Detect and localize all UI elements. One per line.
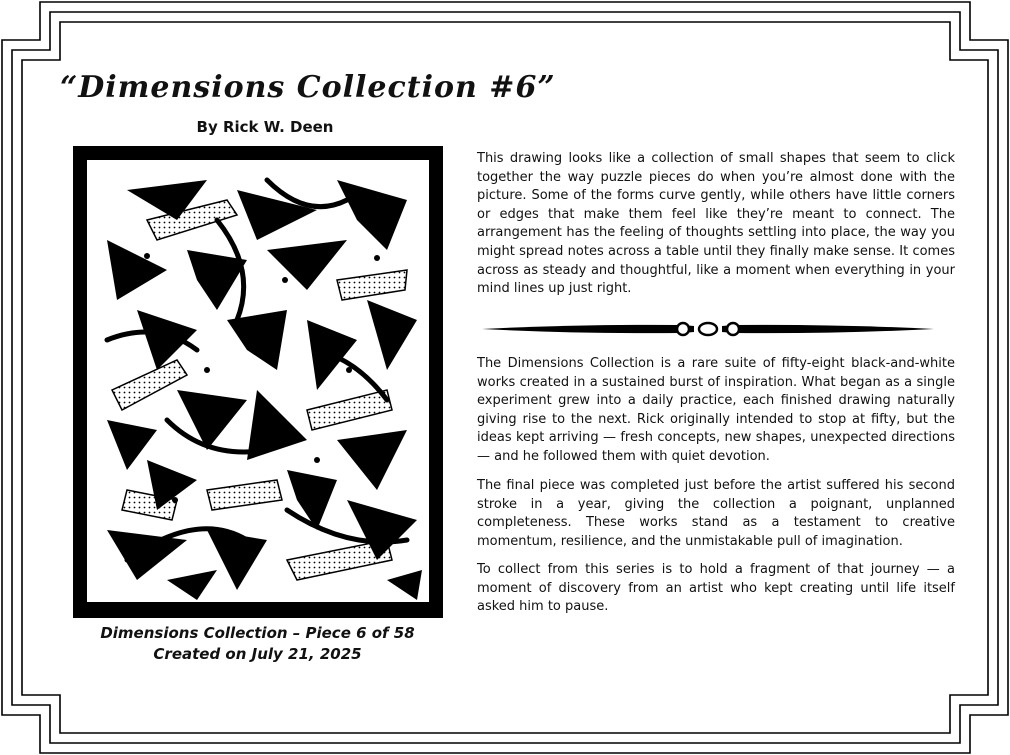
abstract-drawing (87, 160, 429, 602)
caption-piece-number: Dimensions Collection – Piece 6 of 58 (100, 624, 415, 642)
collector-note-paragraph: To collect from this series is to hold a fragment of that journey — a moment of discovery from an artist who kept creating until life itself asked him to pause. (477, 562, 955, 615)
artwork-description-paragraph: This drawing looks like a collection of small shapes that seem to click together the way puzzle pieces do when you’re almost done with the picture. Some of the forms curve gently, while others have little corners or edges that make them feel like they’re meant to connect. The arrangement has the feeling of thoughts settling into place, the way you might spread notes across a table until they finally make sense. It comes across as steady and thoughtful, like a moment when everything in your mind lines up just right. (477, 151, 955, 297)
artwork-image (87, 160, 429, 602)
ornamental-divider (482, 318, 934, 340)
collection-history-paragraph: The Dimensions Collection is a rare suite of fifty-eight black-and-white works created in a sustained burst of inspiration. What began as a single experiment grew into a daily practice, each finished drawing naturally giving rise to the next. Rick originally intended to stop at fifty, but the ideas kept arriving — fresh concepts, new shapes, unexpected directions — and he followed them with quiet devotion. (477, 356, 955, 464)
artwork-frame (73, 146, 443, 618)
artist-byline: By Rick W. Deen (196, 118, 334, 136)
caption-creation-date: Created on July 21, 2025 (153, 645, 362, 663)
page-title: “Dimensions Collection #6” (60, 70, 556, 105)
final-piece-paragraph: The final piece was completed just before the artist suffered his second stroke in a year, giving the collection a poignant, unplanned completeness. These works stand as a testament to creative momentum, resilience, and the unmistakable pull of imagination. (477, 478, 955, 549)
artwork-caption (60, 623, 455, 665)
